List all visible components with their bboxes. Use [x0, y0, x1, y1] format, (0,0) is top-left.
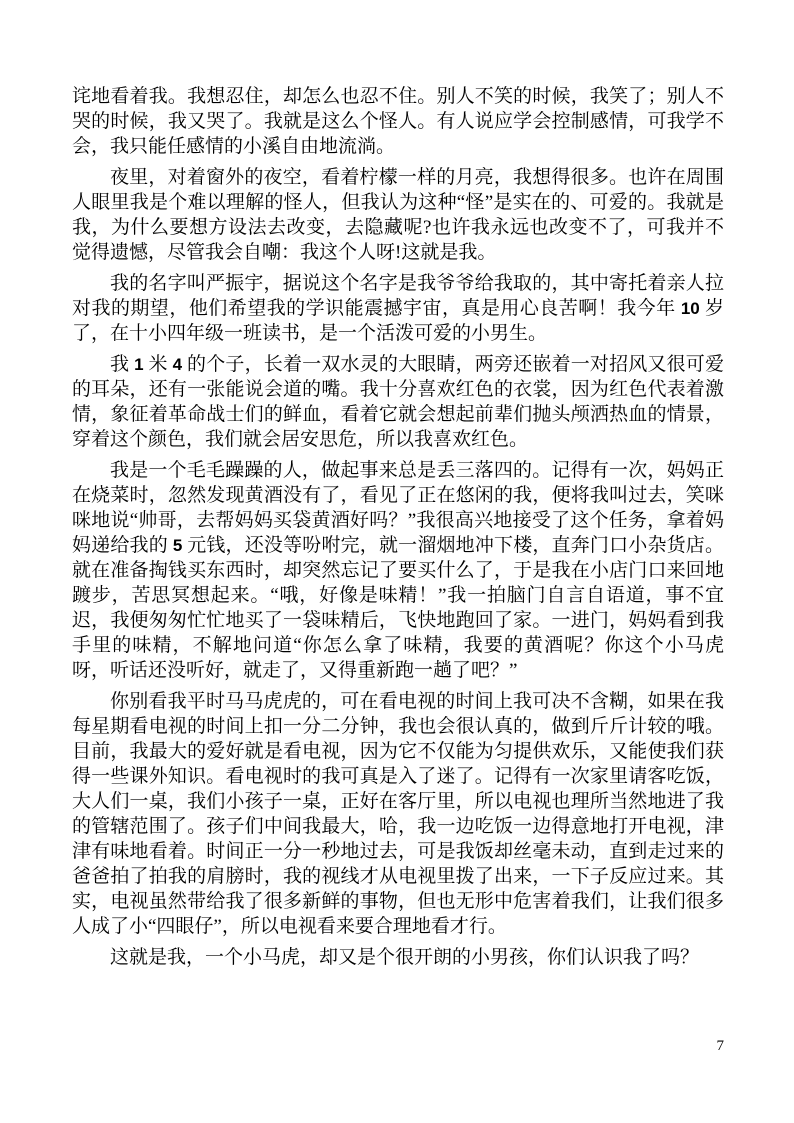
paragraph-1: 诧地看着我。我想忍住，却怎么也忍不住。别人不笑的时候，我笑了；别人不哭的时候，我又哭了。我就是这么个怪人。有人说应学会控制感情，可我学不会，我只能任感情的小溪自由地流淌。 [72, 86, 724, 157]
numeral: 1 [134, 355, 144, 374]
document-body [72, 84, 724, 976]
paragraph-2: 夜里，对着窗外的夜空，看着柠檬一样的月亮，我想得很多。也许在周围人眼里我是个难以理解的怪人，但我认为这种“怪”是实在的、可爱的。我就是我，为什么要想方设法去改变，去隐藏呢?也许我永远也改变不了，可我并不觉得遗憾，尽管我会自嘲：我这个人呀!这就是我。 [72, 167, 724, 263]
paragraph-6: 你别看我平时马马虎虎的，可在看电视的时间上我可决不含糊，如果在我每星期看电视的时间上扣一分二分钟，我也会很认真的，做到斤斤计较的哦。目前，我最大的爱好就是看电视，因为它不仅能为匀提供欢乐，又能使我们获得一些课外知识。看电视时的我可真是入了迷了。记得有一次家里请客吃饭，大人们一桌，我们小孩子一桌，正好在客厅里，所以电视也理所当然地进了我的管辖范围了。孩子们中间我最大，哈，我一边吃饭一边得意地打开电视，津津有味地看着。时间正一分一秒地过去，可是我饭却丝毫未动，直到走过来的爸爸拍了拍我的肩膀时，我的视线才从电视里拨了出来，一下子反应过来。其实，电视虽然带给我了很多新鲜的事物，但也无形中危害着我们，让我们很多人成了小“四眼仔”，所以电视看来要合理地看才行。 [72, 691, 724, 937]
numeral: 5 [172, 536, 183, 555]
numeral: 10 [680, 299, 700, 318]
paragraph-7: 这就是我，一个小马虎，却又是个很开朗的小男孩，你们认识我了吗？ [110, 947, 700, 968]
paragraph-3: 我的名字叫严振宇，据说这个名字是我爷爷给我取的，其中寄托着亲人拉对我的期望，他们希望我的学识能震撼宇宙，真是用心良苦啊！我今年 10 岁了，在十小四年级一班读书，是一个活泼可爱的小男生。 [72, 273, 724, 344]
numeral: 4 [172, 355, 183, 374]
paragraph-4: 我 1 米 4 的个子，长着一双水灵的大眼睛，两旁还嵌着一对招风又很可爱的耳朵，还有一张能说会道的嘴。我十分喜欢红色的衣裳，因为红色代表着激情，象征着革命战士们的鲜血，看着它就会想起前辈们抛头颅洒热血的情景，穿着这个颜色，我们就会居安思危，所以我喜欢红色。 [72, 354, 724, 450]
paragraph-5: 我是一个毛毛躁躁的人，做起事来总是丢三落四的。记得有一次，妈妈正在烧菜时，忽然发现黄酒没有了，看见了正在悠闲的我，便将我叫过去，笑咪咪地说“帅哥，去帮妈妈买袋黄酒好吗？”我很高兴地接受了这个任务，拿着妈妈递给我的 5 元钱，还没等吩咐完，就一溜烟地冲下楼，直奔门口小杂货店。就在准备掏钱买东西时，却突然忘记了要买什么了，于是我在小店门口来回地踱步，苦思冥想起来。“哦，好像是味精！”我一拍脑门自言自语道，事不宜迟，我便匆匆忙忙地买了一袋味精后，飞快地跑回了家。一进门，妈妈看到我手里的味精，不解地问道“你怎么拿了味精，我要的黄酒呢？你这个小马虎呀，听话还没听好，就走了，又得重新跑一趟了吧？” [72, 460, 724, 681]
page-number: 7 [716, 1038, 724, 1054]
